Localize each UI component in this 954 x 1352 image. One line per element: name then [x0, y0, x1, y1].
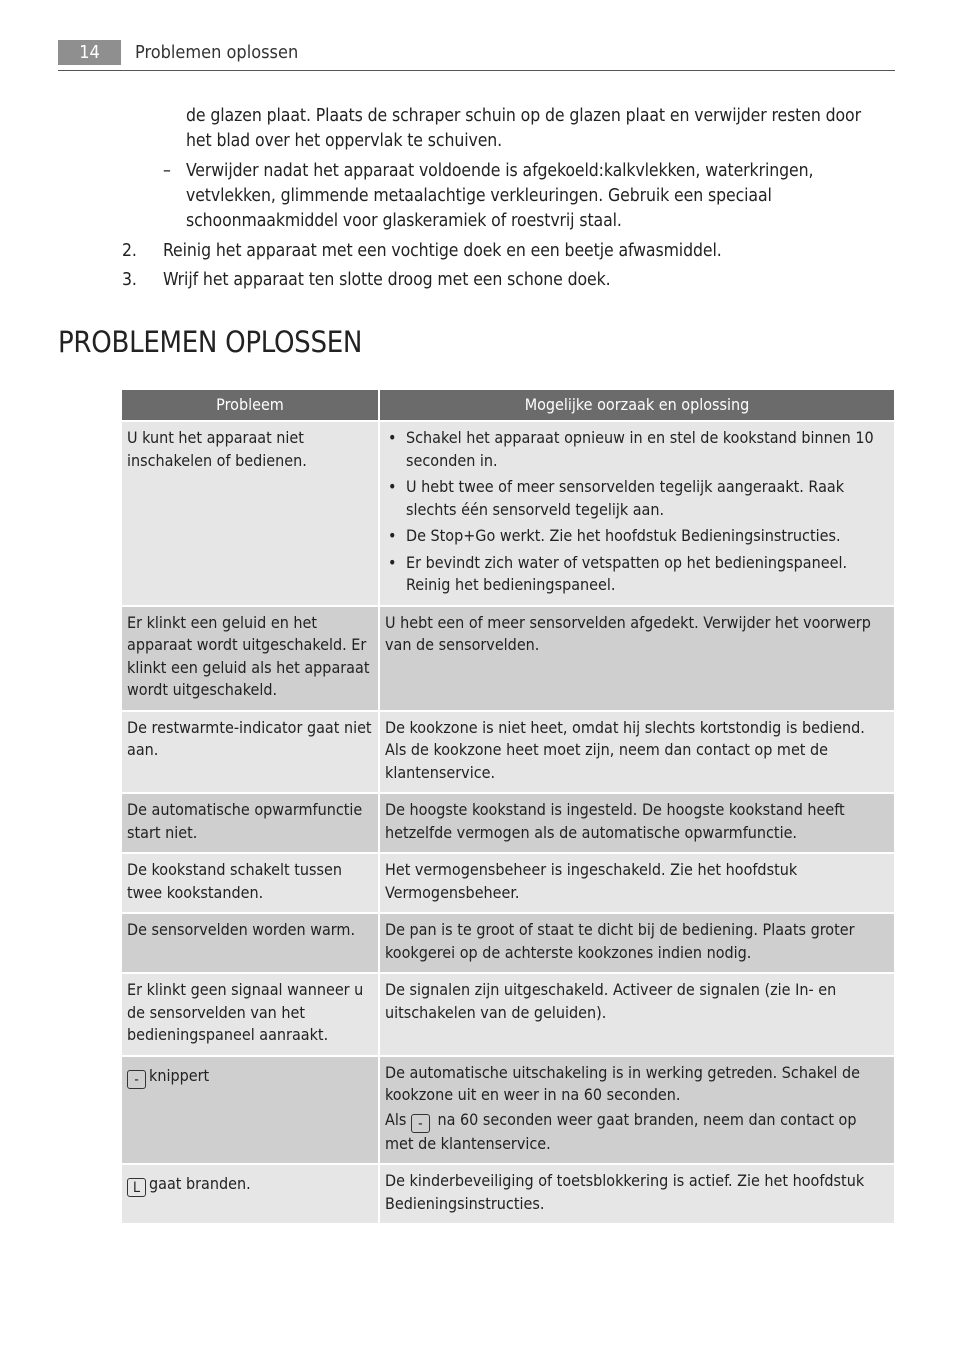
- solution-cell: De kinderbeveiliging of toetsblokkering is actief. Zie het hoofdstuk Bedieningsinstructies.: [380, 1165, 894, 1225]
- section-title: PROBLEMEN OPLOSSEN: [58, 325, 363, 359]
- page-number: 14: [58, 40, 121, 65]
- solution-text-post: na 60 seconden weer gaat branden, neem dan contact op met de klantenservice.: [385, 1109, 857, 1153]
- step-text: Wrijf het apparaat ten slotte droog met een schone doek.: [163, 270, 611, 290]
- problem-cell: [122, 1165, 380, 1225]
- solution-cell: Het vermogensbeheer is ingeschakeld. Zie het hoofdstuk Vermogensbeheer.: [380, 854, 894, 914]
- solution-cell: De hoogste kookstand is ingesteld. De hoogste kookstand heeft hetzelfde vermogen als de automatische opwarmfunctie.: [380, 794, 894, 854]
- lock-display-icon: L: [127, 1178, 146, 1197]
- table-row: [122, 794, 894, 854]
- problem-cell: De automatische opwarmfunctie start niet.: [122, 794, 380, 854]
- step-number: 2.: [122, 241, 137, 261]
- problem-text: knippert: [149, 1065, 210, 1085]
- solution-text-pre: Als: [385, 1109, 407, 1129]
- problem-cell: [122, 1057, 380, 1166]
- problem-cell: De restwarmte-indicator gaat niet aan.: [122, 712, 380, 795]
- solution-cell: U hebt een of meer sensorvelden afgedekt. Verwijder het voorwerp van de sensorvelden.: [380, 607, 894, 712]
- problem-cell: Er klinkt geen signaal wanneer u de sensorvelden van het bedieningspaneel aanraakt.: [122, 974, 380, 1057]
- solution-text-2: [385, 1109, 889, 1156]
- table-row: [122, 854, 894, 914]
- dash-marker: –: [163, 161, 171, 181]
- list-item: • Schakel het apparaat opnieuw in en stel de kookstand binnen 10 seconden in.: [385, 427, 889, 472]
- solution-cell: [380, 422, 894, 607]
- list-item: • U hebt twee of meer sensorvelden tegelijk aangeraakt. Raak slechts één sensorveld tegelijk aan.: [385, 476, 889, 521]
- column-header-solution: Mogelijke oorzaak en oplossing: [380, 390, 894, 422]
- solution-list: [385, 427, 889, 597]
- table-row: [122, 1057, 894, 1166]
- solution-cell: [380, 1057, 894, 1166]
- problem-cell: De sensorvelden worden warm.: [122, 914, 380, 974]
- list-item: • De Stop+Go werkt. Zie het hoofdstuk Bedieningsinstructies.: [385, 525, 889, 548]
- table-row: [122, 974, 894, 1057]
- troubleshooting-table: [122, 390, 894, 1225]
- problem-cell: De kookstand schakelt tussen twee kookstanden.: [122, 854, 380, 914]
- problem-cell: Er klinkt een geluid en het apparaat wordt uitgeschakeld. Er klinkt een geluid als het apparaat wordt uitgeschakeld.: [122, 607, 380, 712]
- dash-display-icon: -: [127, 1070, 146, 1089]
- problem-text: gaat branden.: [149, 1174, 251, 1193]
- dash-list-item: [163, 159, 893, 234]
- step-text: Reinig het apparaat met een vochtige doek en een beetje afwasmiddel.: [163, 241, 722, 261]
- step-item: [122, 268, 892, 293]
- solution-cell: De kookzone is niet heet, omdat hij slechts kortstondig is bediend. Als de kookzone heet moet zijn, neem dan contact op met de klantenservice.: [380, 712, 894, 795]
- dash-display-icon: -: [411, 1114, 430, 1133]
- table-row: [122, 422, 894, 607]
- problem-cell: U kunt het apparaat niet inschakelen of bedienen.: [122, 422, 380, 607]
- page-header: [58, 40, 895, 71]
- table-row: [122, 914, 894, 974]
- solution-cell: De pan is te groot of staat te dicht bij de bediening. Plaats groter kookgerei op de achterste kookzones indien nodig.: [380, 914, 894, 974]
- step-item: [122, 239, 892, 264]
- running-title: Problemen oplossen: [135, 42, 299, 63]
- table-header-row: [122, 390, 894, 422]
- dash-item-text: Verwijder nadat het apparaat voldoende is afgekoeld:kalkvlekken, waterkringen, vetvlekken, glimmende metaalachtige verkleuringen. Gebruik een speciaal schoonmaakmiddel voor glaskeramiek of roestvrij staal.: [186, 161, 814, 231]
- list-item: • Er bevindt zich water of vetspatten op het bedieningspaneel. Reinig het bedieningspaneel.: [385, 552, 889, 597]
- table-row: [122, 607, 894, 712]
- solution-cell: De signalen zijn uitgeschakeld. Activeer de signalen (zie In- en uitschakelen van de geluiden).: [380, 974, 894, 1057]
- table-row: [122, 1165, 894, 1225]
- continuation-paragraph: de glazen plaat. Plaats de schraper schuin op de glazen plaat en verwijder resten door het blad over het oppervlak te schuiven.: [186, 106, 861, 151]
- table-row: [122, 712, 894, 795]
- column-header-problem: Probleem: [122, 390, 380, 422]
- solution-text: De automatische uitschakeling is in werking getreden. Schakel de kookzone uit en weer in na 60 seconden.: [385, 1062, 860, 1104]
- step-number: 3.: [122, 270, 137, 290]
